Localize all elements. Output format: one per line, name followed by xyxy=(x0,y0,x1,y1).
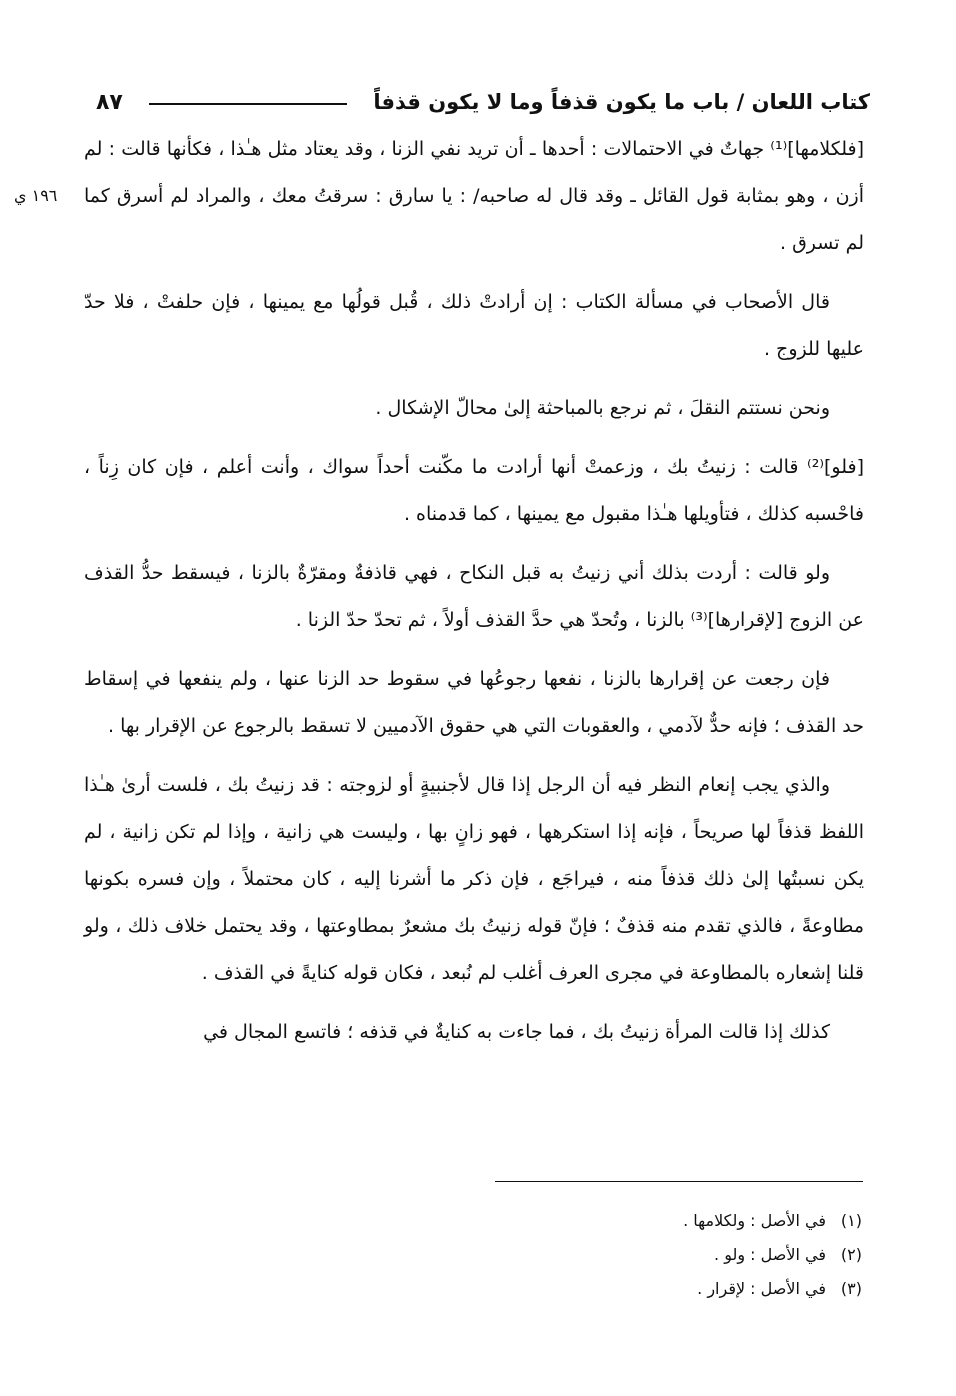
paragraph: [فلو]⁽²⁾ قالت : زنيتُ بك ، وزعمتْ أنها أرادت ما مكّنت أحداً سواك ، وأنت أعلم ، فإن كان زِناً ، فاحْسبه كذلك ، فتأويلها هـٰذا مقبول مع يمينها ، كما قدمناه . xyxy=(84,456,864,525)
footnote-text: في الأصل : ولو . xyxy=(714,1245,826,1264)
paragraph: ولو قالت : أردت بذلك أني زنيتُ به قبل النكاح ، فهي قاذفةٌ ومقرّةٌ بالزنا ، فيسقط حدُّ القذف عن الزوج [لإقرارها]⁽³⁾ بالزنا ، وتُحدّ هي حدَّ القذف أولاً ، ثم تحدّ حدّ الزنا . xyxy=(84,562,864,631)
header-rule xyxy=(149,103,348,105)
running-title: كتاب اللعان / باب ما يكون قذفاً وما لا يكون قذفاً xyxy=(373,90,870,114)
footnote xyxy=(360,1204,862,1238)
paragraph: فإن رجعت عن إقرارها بالزنا ، نفعها رجوعُها في سقوط حد الزنا عنها ، ولم ينفعها في إسقاط حد القذف ؛ فإنه حدٌّ لآدمي ، والعقوبات التي هي حقوق الآدميين لا تسقط بالرجوع عن الإقرار بها . xyxy=(84,668,864,737)
main-text xyxy=(84,126,864,1068)
paragraph: قال الأصحاب في مسألة الكتاب : إن أرادتْ ذلك ، قُبل قولُها مع يمينها ، فإن حلفتْ ، فلا حدّ عليها للزوج . xyxy=(84,291,864,360)
paragraph: ونحن نستتم النقلَ ، ثم نرجع بالمباحثة إلىٰ محالّ الإشكال . xyxy=(375,397,830,419)
footnote-marker: (٣) xyxy=(840,1279,862,1298)
paragraph: كذلك إذا قالت المرأة زنيتُ بك ، فما جاءت به كنايةٌ في قذفه ؛ فاتسع المجال في xyxy=(203,1021,830,1043)
footnote-marker: (١) xyxy=(840,1211,862,1230)
footnote xyxy=(360,1272,862,1306)
page-number: ٨٧ xyxy=(96,89,123,115)
paragraph: والذي يجب إنعام النظر فيه أن الرجل إذا قال لأجنبيةٍ أو لزوجته : قد زنيتُ بك ، فلست أرىٰ هـٰذا اللفظ قذفاً لها صريحاً ، فإنه إذا استكرهها ، فهو زانٍ بها ، وليست هي زانية ، وإذا لم تكن زانية ، لم يكن نسبتُها إلىٰ ذلك قذفاً منه ، فيراجَع ، فإن ذكر ما أشرنا إليه ، كان محتملاً ، وإن فسره بكونها مطاوعةً ، فالذي تقدم منه قذفٌ ؛ فإنّ قوله زنيتُ بك مشعرٌ بمطاوعتها ، وقد يحتمل خلاف ذلك ، ولو قلنا إشعاره بالمطاوعة في مجرى العرف أغلب لم نُبعد ، فكان قوله كنايةً في القذف . xyxy=(84,774,864,984)
footnote xyxy=(360,1238,862,1272)
footnote-marker: (٢) xyxy=(840,1245,862,1264)
paragraph: [فلكلامها]⁽¹⁾ جهاتٌ في الاحتمالات : أحدها ـ أن تريد نفي الزنا ، وقد يعتاد مثل هـٰذا ، فكأنها قالت : لم أزن ، وهو بمثابة قول القائل ـ وقد قال له صاحبه/ : يا سارق : سرقتُ معك ، والمراد لم أسرق كما لم تسرق . xyxy=(84,138,864,254)
footnote-separator xyxy=(495,1181,863,1182)
footnote-text: في الأصل : ولكلامها . xyxy=(683,1211,826,1230)
margin-folio-note: ١٩٦ ي xyxy=(14,186,58,205)
footnote-text: في الأصل : لإقرار . xyxy=(697,1279,826,1298)
footnotes xyxy=(360,1204,862,1306)
page-header xyxy=(96,82,870,122)
